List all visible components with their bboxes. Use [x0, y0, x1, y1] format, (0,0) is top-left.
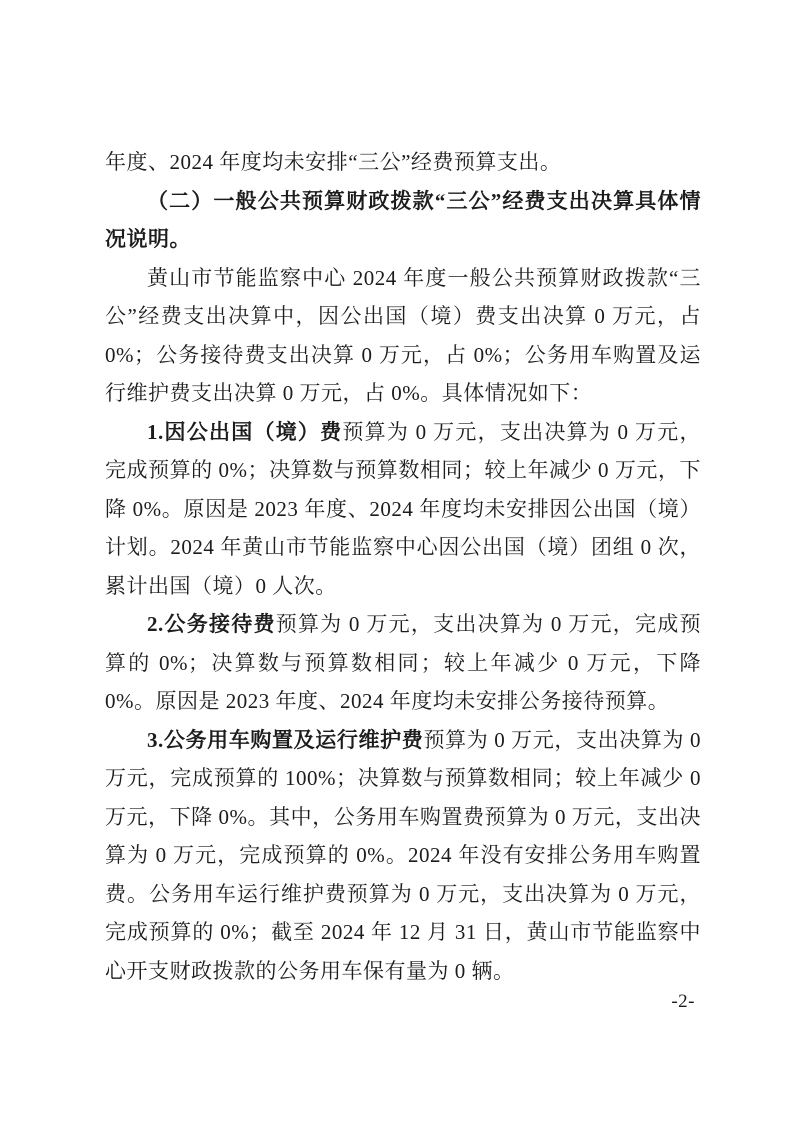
page-number: -2- [671, 991, 695, 1012]
document-content [105, 143, 701, 990]
continuation-line: 年度、2024 年度均未安排“三公”经费预算支出。 [105, 150, 562, 174]
item-2-text: 预算为 0 万元，支出决算为 0 万元，完成预算的 0%；决算数与预算数相同；较上年减少 0 万元，下降 0%。原因是 2023 年度、2024 年度均未安排公务接待预算。 [105, 612, 702, 713]
item-1-lead: 1.因公出国（境）费 [147, 419, 343, 444]
overview-paragraph: 黄山市节能监察中心 2024 年度一般公共预算财政拨款“三公”经费支出决算中，因公出国（境）费支出决算 0 万元，占 0%；公务接待费支出决算 0 万元，占 0%；公务用车购置及运行维护费支出决算 0 万元，占 0%。具体情况如下： [105, 265, 701, 405]
item-1-text: 预算为 0 万元，支出决算为 0 万元，完成预算的 0%；决算数与预算数相同；较上年减少 0 万元，下降 0%。原因是 2023 年度、2024 年度均未安排因公出国（境）计划。2024 年黄山市节能监察中心因公出国（境）团组 0 次，累计出国（境）0 人次。 [105, 419, 702, 598]
section-heading: （二）一般公共预算财政拨款“三公”经费支出决算具体情况说明。 [105, 188, 701, 251]
item-paragraph-1 [105, 413, 701, 606]
item-2-lead: 2.公务接待费 [147, 612, 276, 636]
item-paragraph-3 [105, 721, 701, 991]
item-3-lead: 3.公务用车购置及运行维护费 [147, 727, 424, 752]
item-3-text: 预算为 0 万元，支出决算为 0 万元，完成预算的 100%；决算数与预算数相同；较上年减少 0 万元，下降 0%。其中，公务用车购置费预算为 0 万元，支出决算为 0 万元，完成预算的 0%。2024 年没有安排公务用车购置费。公务用车运行维护费预算为 0 万元，支出决算为 0 万元，完成预算的 0%；截至 2024 年 12 月 31 日，黄山市节能监察中心开支财政拨款的公务用车保有量为 0 辆。 [105, 727, 702, 983]
item-paragraph-2 [105, 605, 701, 721]
